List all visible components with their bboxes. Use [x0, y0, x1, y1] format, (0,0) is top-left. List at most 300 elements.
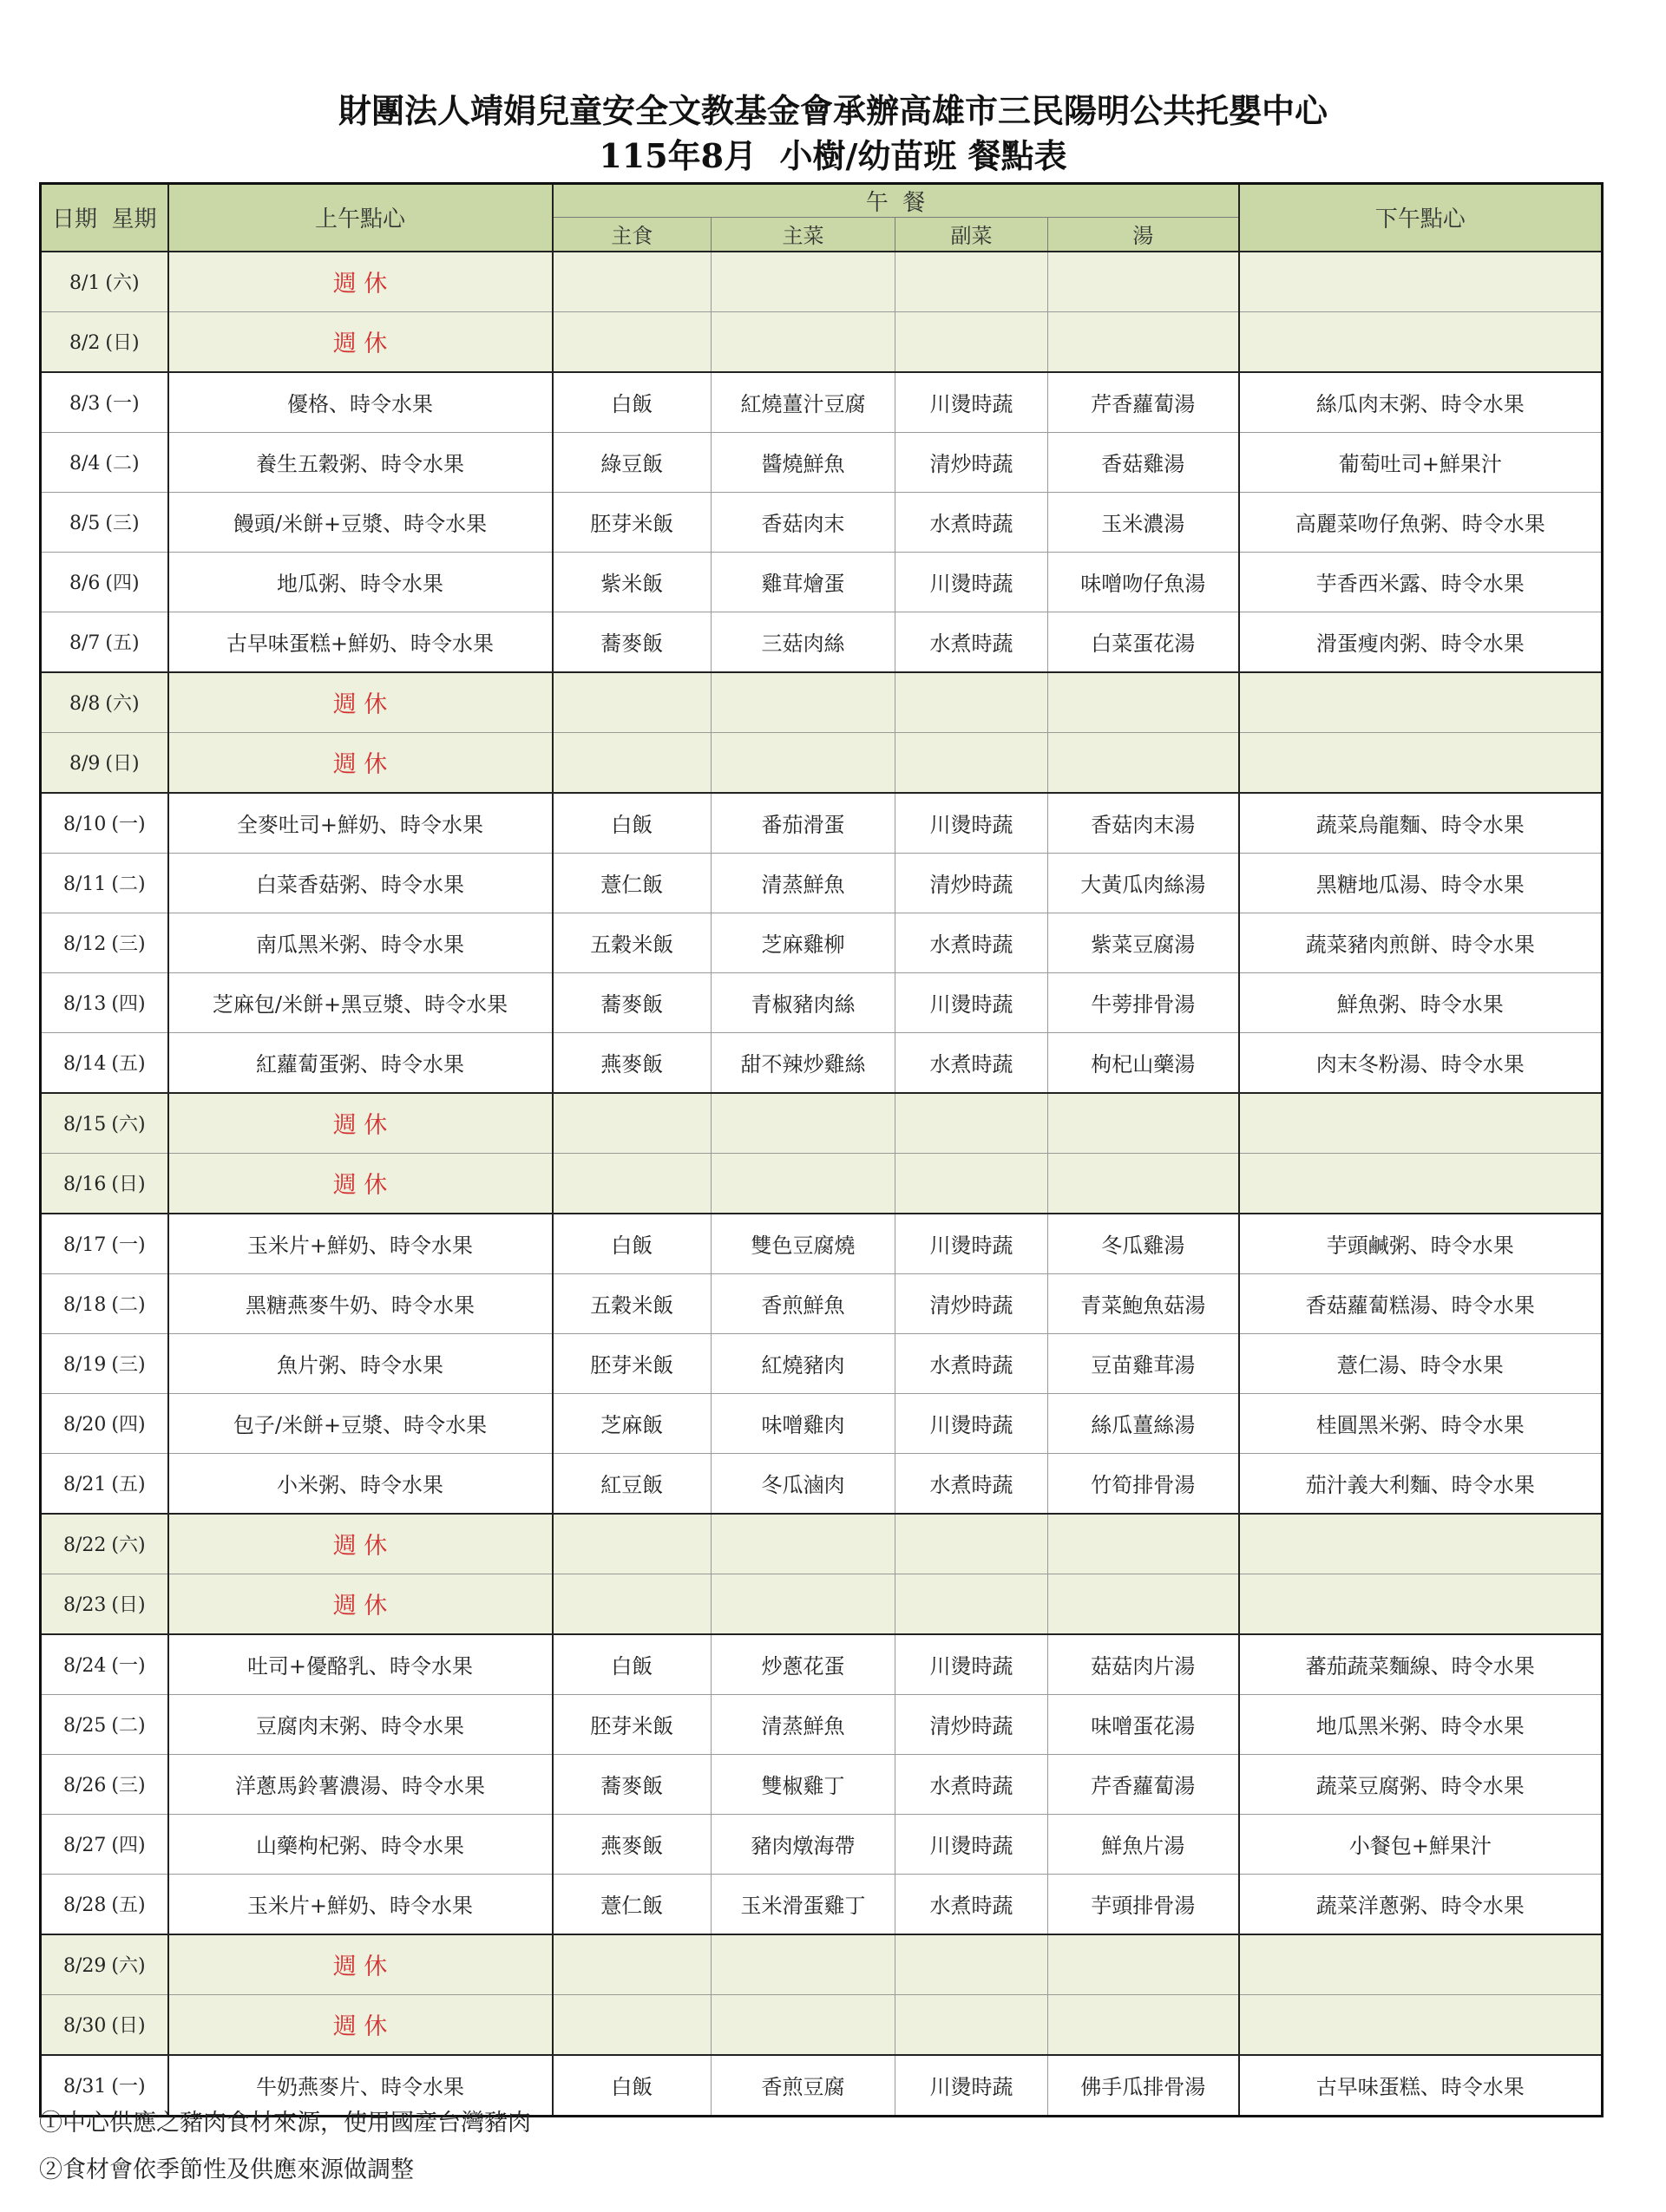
main-dish-cell — [712, 1514, 895, 1574]
morning-snack-cell: 山藥枸杞粥、時令水果 — [168, 1814, 553, 1874]
date-label: 8/7 — [69, 632, 101, 654]
side-dish-cell: 川燙時蔬 — [895, 1814, 1048, 1874]
date-label: 8/2 — [69, 332, 101, 354]
main-dish-cell — [712, 1994, 895, 2055]
menu-row-weekend — [41, 311, 1603, 372]
side-dish-cell — [895, 1574, 1048, 1634]
main-dish-cell: 芝麻雞柳 — [712, 913, 895, 972]
holiday-label: 週 休 — [168, 311, 553, 372]
date-label: 8/6 — [69, 573, 101, 594]
menu-row — [41, 1333, 1603, 1393]
menu-row — [41, 372, 1603, 433]
staple-cell — [553, 672, 712, 733]
soup-cell — [1048, 1153, 1239, 1214]
date-cell — [41, 1634, 168, 1695]
date-cell — [41, 1214, 168, 1274]
side-dish-cell: 清炒時蔬 — [895, 853, 1048, 913]
weekday-label: (三) — [111, 1775, 146, 1796]
main-dish-cell — [712, 732, 895, 793]
main-dish-cell: 甜不辣炒雞絲 — [712, 1032, 895, 1093]
morning-snack-cell: 魚片粥、時令水果 — [168, 1333, 553, 1393]
staple-cell: 紫米飯 — [553, 552, 712, 612]
side-dish-cell — [895, 732, 1048, 793]
main-dish-cell: 玉米滑蛋雞丁 — [712, 1874, 895, 1934]
menu-row-weekend — [41, 732, 1603, 793]
header-main-dish: 主菜 — [712, 218, 895, 252]
staple-cell: 白飯 — [553, 2055, 712, 2117]
afternoon-snack-cell: 小餐包+鮮果汁 — [1239, 1814, 1603, 1874]
afternoon-snack-cell: 茄汁義大利麵、時令水果 — [1239, 1453, 1603, 1514]
staple-cell: 胚芽米飯 — [553, 492, 712, 552]
date-label: 8/9 — [69, 753, 101, 775]
main-dish-cell: 雙色豆腐燒 — [712, 1214, 895, 1274]
date-label: 8/17 — [62, 1234, 107, 1256]
document-title: 財團法人靖娟兒童安全文教基金會承辦高雄市三民陽明公共托嬰中心 — [338, 91, 1328, 130]
weekday-label: (六) — [105, 693, 140, 715]
weekday-label: (三) — [111, 933, 146, 955]
weekday-label: (一) — [105, 393, 140, 415]
side-dish-cell: 川燙時蔬 — [895, 2055, 1048, 2117]
soup-cell: 鮮魚片湯 — [1048, 1814, 1239, 1874]
date-label: 8/24 — [62, 1655, 107, 1677]
menu-row — [41, 1273, 1603, 1333]
morning-snack-cell: 吐司+優酪乳、時令水果 — [168, 1634, 553, 1695]
side-dish-cell: 水煮時蔬 — [895, 1453, 1048, 1514]
morning-snack-cell: 白菜香菇粥、時令水果 — [168, 853, 553, 913]
holiday-label: 週 休 — [168, 252, 553, 312]
weekday-label: (六) — [111, 1955, 146, 1977]
side-dish-cell: 清炒時蔬 — [895, 1694, 1048, 1754]
main-dish-cell: 炒蔥花蛋 — [712, 1634, 895, 1695]
afternoon-snack-cell: 桂圓黑米粥、時令水果 — [1239, 1393, 1603, 1453]
weekday-label: (日) — [105, 332, 140, 354]
document-subtitle: 115年8月 小樹/幼苗班 餐點表 — [599, 136, 1067, 175]
main-dish-cell: 紅燒薑汁豆腐 — [712, 372, 895, 433]
side-dish-cell — [895, 1093, 1048, 1154]
date-label: 8/16 — [62, 1174, 107, 1195]
staple-cell: 燕麥飯 — [553, 1032, 712, 1093]
main-dish-cell — [712, 1153, 895, 1214]
side-dish-cell: 水煮時蔬 — [895, 913, 1048, 972]
date-label: 8/31 — [62, 2076, 107, 2097]
staple-cell — [553, 1514, 712, 1574]
main-dish-cell: 味噌雞肉 — [712, 1393, 895, 1453]
date-label: 8/23 — [62, 1594, 107, 1616]
menu-row-weekend — [41, 1093, 1603, 1154]
main-dish-cell: 香煎豆腐 — [712, 2055, 895, 2117]
weekday-label: (日) — [111, 1174, 146, 1195]
main-dish-cell: 雞茸燴蛋 — [712, 552, 895, 612]
date-cell — [41, 1333, 168, 1393]
menu-row — [41, 853, 1603, 913]
soup-cell — [1048, 1934, 1239, 1995]
afternoon-snack-cell: 芋頭鹹粥、時令水果 — [1239, 1214, 1603, 1274]
soup-cell: 香菇肉末湯 — [1048, 793, 1239, 854]
date-label: 8/27 — [62, 1835, 107, 1856]
weekday-label: (五) — [111, 1895, 146, 1916]
date-label: 8/28 — [62, 1895, 107, 1916]
soup-cell — [1048, 732, 1239, 793]
weekday-label: (一) — [111, 1655, 146, 1677]
date-cell — [41, 1153, 168, 1214]
staple-cell: 胚芽米飯 — [553, 1694, 712, 1754]
side-dish-cell: 川燙時蔬 — [895, 1214, 1048, 1274]
date-label: 8/30 — [62, 2015, 107, 2037]
main-dish-cell: 雙椒雞丁 — [712, 1754, 895, 1814]
staple-cell: 蕎麥飯 — [553, 612, 712, 672]
date-label: 8/22 — [62, 1535, 107, 1556]
soup-cell: 絲瓜薑絲湯 — [1048, 1393, 1239, 1453]
side-dish-cell: 川燙時蔬 — [895, 372, 1048, 433]
date-cell — [41, 1934, 168, 1995]
morning-snack-cell: 洋蔥馬鈴薯濃湯、時令水果 — [168, 1754, 553, 1814]
morning-snack-cell: 玉米片+鮮奶、時令水果 — [168, 1874, 553, 1934]
main-dish-cell: 三菇肉絲 — [712, 612, 895, 672]
weekday-label: (日) — [111, 2015, 146, 2037]
menu-row — [41, 552, 1603, 612]
staple-cell — [553, 311, 712, 372]
date-label: 8/25 — [62, 1715, 107, 1737]
staple-cell — [553, 1153, 712, 1214]
staple-cell — [553, 1994, 712, 2055]
menu-row — [41, 1453, 1603, 1514]
staple-cell: 胚芽米飯 — [553, 1333, 712, 1393]
afternoon-snack-cell: 黑糖地瓜湯、時令水果 — [1239, 853, 1603, 913]
staple-cell: 綠豆飯 — [553, 432, 712, 492]
afternoon-snack-cell: 蔬菜洋蔥粥、時令水果 — [1239, 1874, 1603, 1934]
menu-row — [41, 432, 1603, 492]
afternoon-snack-cell: 絲瓜肉末粥、時令水果 — [1239, 372, 1603, 433]
afternoon-snack-cell — [1239, 1093, 1603, 1154]
side-dish-cell: 清炒時蔬 — [895, 1273, 1048, 1333]
weekday-label: (四) — [105, 573, 140, 594]
side-dish-cell: 水煮時蔬 — [895, 612, 1048, 672]
staple-cell: 五穀米飯 — [553, 1273, 712, 1333]
staple-cell — [553, 1574, 712, 1634]
weekday-label: (一) — [111, 1234, 146, 1256]
soup-cell: 白菜蛋花湯 — [1048, 612, 1239, 672]
date-label: 8/19 — [62, 1354, 107, 1376]
header-date: 日期 星期 — [41, 184, 168, 252]
afternoon-snack-cell: 芋香西米露、時令水果 — [1239, 552, 1603, 612]
staple-cell: 薏仁飯 — [553, 1874, 712, 1934]
weekday-label: (六) — [105, 272, 140, 294]
afternoon-snack-cell: 肉末冬粉湯、時令水果 — [1239, 1032, 1603, 1093]
weekday-label: (四) — [111, 1835, 146, 1856]
header-soup: 湯 — [1048, 218, 1239, 252]
date-cell — [41, 1093, 168, 1154]
afternoon-snack-cell: 香菇蘿蔔糕湯、時令水果 — [1239, 1273, 1603, 1333]
main-dish-cell: 醬燒鮮魚 — [712, 432, 895, 492]
soup-cell — [1048, 1574, 1239, 1634]
holiday-label: 週 休 — [168, 732, 553, 793]
soup-cell: 芋頭排骨湯 — [1048, 1874, 1239, 1934]
menu-row-weekend — [41, 1994, 1603, 2055]
date-cell — [41, 672, 168, 733]
date-cell — [41, 311, 168, 372]
date-cell — [41, 972, 168, 1032]
menu-row-weekend — [41, 1934, 1603, 1995]
header-afternoon-snack: 下午點心 — [1239, 184, 1603, 252]
date-label: 8/14 — [62, 1053, 107, 1075]
soup-cell: 菇菇肉片湯 — [1048, 1634, 1239, 1695]
soup-cell: 芹香蘿蔔湯 — [1048, 1754, 1239, 1814]
side-dish-cell — [895, 1514, 1048, 1574]
afternoon-snack-cell: 蔬菜烏龍麵、時令水果 — [1239, 793, 1603, 854]
weekday-label: (五) — [105, 632, 140, 654]
afternoon-snack-cell — [1239, 1514, 1603, 1574]
header-staple: 主食 — [553, 218, 712, 252]
morning-snack-cell: 南瓜黑米粥、時令水果 — [168, 913, 553, 972]
soup-cell — [1048, 1994, 1239, 2055]
date-cell — [41, 732, 168, 793]
afternoon-snack-cell — [1239, 1153, 1603, 1214]
staple-cell: 芝麻飯 — [553, 1393, 712, 1453]
header-morning-snack: 上午點心 — [168, 184, 553, 252]
date-cell — [41, 1032, 168, 1093]
date-cell — [41, 1694, 168, 1754]
weekday-label: (二) — [111, 1294, 146, 1316]
soup-cell — [1048, 252, 1239, 312]
menu-row — [41, 612, 1603, 672]
date-label: 8/29 — [62, 1955, 107, 1977]
soup-cell — [1048, 311, 1239, 372]
side-dish-cell — [895, 252, 1048, 312]
side-dish-cell — [895, 1153, 1048, 1214]
afternoon-snack-cell: 鮮魚粥、時令水果 — [1239, 972, 1603, 1032]
header-lunch: 午 餐 — [553, 184, 1239, 218]
weekday-label: (日) — [111, 1594, 146, 1616]
date-label: 8/18 — [62, 1294, 107, 1316]
date-cell — [41, 1453, 168, 1514]
morning-snack-cell: 豆腐肉末粥、時令水果 — [168, 1694, 553, 1754]
afternoon-snack-cell: 滑蛋瘦肉粥、時令水果 — [1239, 612, 1603, 672]
holiday-label: 週 休 — [168, 1153, 553, 1214]
afternoon-snack-cell — [1239, 732, 1603, 793]
soup-cell: 豆苗雞茸湯 — [1048, 1333, 1239, 1393]
menu-row — [41, 1694, 1603, 1754]
date-cell — [41, 432, 168, 492]
date-label: 8/13 — [62, 993, 107, 1015]
menu-row — [41, 1814, 1603, 1874]
weekday-label: (四) — [111, 993, 146, 1015]
soup-cell: 冬瓜雞湯 — [1048, 1214, 1239, 1274]
weekday-label: (五) — [111, 1474, 146, 1495]
holiday-label: 週 休 — [168, 1934, 553, 1995]
morning-snack-cell: 全麥吐司+鮮奶、時令水果 — [168, 793, 553, 854]
afternoon-snack-cell: 薏仁湯、時令水果 — [1239, 1333, 1603, 1393]
weekday-label: (二) — [105, 453, 140, 474]
afternoon-snack-cell — [1239, 311, 1603, 372]
soup-cell: 牛蒡排骨湯 — [1048, 972, 1239, 1032]
main-dish-cell: 紅燒豬肉 — [712, 1333, 895, 1393]
side-dish-cell: 清炒時蔬 — [895, 432, 1048, 492]
date-label: 8/15 — [62, 1114, 107, 1135]
date-label: 8/21 — [62, 1474, 107, 1495]
menu-row — [41, 913, 1603, 972]
afternoon-snack-cell: 高麗菜吻仔魚粥、時令水果 — [1239, 492, 1603, 552]
date-cell — [41, 612, 168, 672]
main-dish-cell: 青椒豬肉絲 — [712, 972, 895, 1032]
side-dish-cell: 水煮時蔬 — [895, 1333, 1048, 1393]
soup-cell: 大黃瓜肉絲湯 — [1048, 853, 1239, 913]
holiday-label: 週 休 — [168, 672, 553, 733]
staple-cell: 白飯 — [553, 793, 712, 854]
date-cell — [41, 1814, 168, 1874]
menu-row — [41, 1634, 1603, 1695]
soup-cell: 芹香蘿蔔湯 — [1048, 372, 1239, 433]
afternoon-snack-cell: 古早味蛋糕、時令水果 — [1239, 2055, 1603, 2117]
morning-snack-cell: 地瓜粥、時令水果 — [168, 552, 553, 612]
side-dish-cell: 川燙時蔬 — [895, 972, 1048, 1032]
date-cell — [41, 1754, 168, 1814]
menu-row — [41, 972, 1603, 1032]
date-label: 8/5 — [69, 513, 101, 534]
main-dish-cell — [712, 1093, 895, 1154]
weekday-label: (一) — [111, 2076, 146, 2097]
date-cell — [41, 372, 168, 433]
morning-snack-cell: 小米粥、時令水果 — [168, 1453, 553, 1514]
afternoon-snack-cell — [1239, 1994, 1603, 2055]
soup-cell: 竹筍排骨湯 — [1048, 1453, 1239, 1514]
staple-cell: 薏仁飯 — [553, 853, 712, 913]
staple-cell: 蕎麥飯 — [553, 972, 712, 1032]
morning-snack-cell: 牛奶燕麥片、時令水果 — [168, 2055, 553, 2117]
date-cell — [41, 1514, 168, 1574]
side-dish-cell — [895, 1934, 1048, 1995]
weekday-label: (六) — [111, 1114, 146, 1135]
morning-snack-cell: 黑糖燕麥牛奶、時令水果 — [168, 1273, 553, 1333]
staple-cell: 蕎麥飯 — [553, 1754, 712, 1814]
footnote-seasonal-adjustment: ②食材會依季節性及供應來源做調整 — [39, 2156, 414, 2183]
main-dish-cell: 番茄滑蛋 — [712, 793, 895, 854]
date-cell — [41, 793, 168, 854]
side-dish-cell: 水煮時蔬 — [895, 1874, 1048, 1934]
menu-table — [39, 182, 1604, 2117]
main-dish-cell — [712, 1574, 895, 1634]
date-label: 8/11 — [62, 874, 107, 895]
date-label: 8/4 — [69, 453, 101, 474]
morning-snack-cell: 紅蘿蔔蛋粥、時令水果 — [168, 1032, 553, 1093]
date-label: 8/8 — [69, 693, 101, 715]
staple-cell: 五穀米飯 — [553, 913, 712, 972]
date-cell — [41, 1273, 168, 1333]
menu-row-weekend — [41, 252, 1603, 312]
date-label: 8/20 — [62, 1414, 107, 1436]
morning-snack-cell: 優格、時令水果 — [168, 372, 553, 433]
main-dish-cell: 香菇肉末 — [712, 492, 895, 552]
side-dish-cell: 川燙時蔬 — [895, 793, 1048, 854]
morning-snack-cell: 古早味蛋糕+鮮奶、時令水果 — [168, 612, 553, 672]
soup-cell — [1048, 1514, 1239, 1574]
date-label: 8/26 — [62, 1775, 107, 1796]
menu-row — [41, 492, 1603, 552]
menu-table-body — [41, 252, 1603, 2117]
afternoon-snack-cell: 地瓜黑米粥、時令水果 — [1239, 1694, 1603, 1754]
staple-cell: 白飯 — [553, 372, 712, 433]
date-cell — [41, 252, 168, 312]
date-cell — [41, 853, 168, 913]
soup-cell: 味噌吻仔魚湯 — [1048, 552, 1239, 612]
afternoon-snack-cell: 葡萄吐司+鮮果汁 — [1239, 432, 1603, 492]
main-dish-cell: 冬瓜滷肉 — [712, 1453, 895, 1514]
afternoon-snack-cell — [1239, 252, 1603, 312]
holiday-label: 週 休 — [168, 1093, 553, 1154]
soup-cell — [1048, 672, 1239, 733]
soup-cell: 枸杞山藥湯 — [1048, 1032, 1239, 1093]
staple-cell — [553, 252, 712, 312]
main-dish-cell — [712, 1934, 895, 1995]
side-dish-cell: 川燙時蔬 — [895, 552, 1048, 612]
morning-snack-cell: 玉米片+鮮奶、時令水果 — [168, 1214, 553, 1274]
main-dish-cell — [712, 252, 895, 312]
main-dish-cell: 香煎鮮魚 — [712, 1273, 895, 1333]
morning-snack-cell: 饅頭/米餅+豆漿、時令水果 — [168, 492, 553, 552]
menu-row — [41, 1214, 1603, 1274]
staple-cell — [553, 732, 712, 793]
weekday-label: (三) — [111, 1354, 146, 1376]
staple-cell — [553, 1093, 712, 1154]
afternoon-snack-cell: 蔬菜豆腐粥、時令水果 — [1239, 1754, 1603, 1814]
staple-cell: 紅豆飯 — [553, 1453, 712, 1514]
holiday-label: 週 休 — [168, 1994, 553, 2055]
date-cell — [41, 913, 168, 972]
staple-cell: 燕麥飯 — [553, 1814, 712, 1874]
main-dish-cell: 清蒸鮮魚 — [712, 853, 895, 913]
date-cell — [41, 1994, 168, 2055]
holiday-label: 週 休 — [168, 1574, 553, 1634]
morning-snack-cell: 養生五穀粥、時令水果 — [168, 432, 553, 492]
soup-cell: 佛手瓜排骨湯 — [1048, 2055, 1239, 2117]
side-dish-cell: 水煮時蔬 — [895, 492, 1048, 552]
main-dish-cell: 豬肉燉海帶 — [712, 1814, 895, 1874]
menu-row-weekend — [41, 1153, 1603, 1214]
side-dish-cell: 川燙時蔬 — [895, 1634, 1048, 1695]
weekday-label: (三) — [105, 513, 140, 534]
soup-cell: 玉米濃湯 — [1048, 492, 1239, 552]
side-dish-cell: 川燙時蔬 — [895, 1393, 1048, 1453]
morning-snack-cell: 包子/米餅+豆漿、時令水果 — [168, 1393, 553, 1453]
afternoon-snack-cell — [1239, 1574, 1603, 1634]
holiday-label: 週 休 — [168, 1514, 553, 1574]
date-cell — [41, 1874, 168, 1934]
date-label: 8/3 — [69, 393, 101, 415]
side-dish-cell — [895, 1994, 1048, 2055]
soup-cell: 紫菜豆腐湯 — [1048, 913, 1239, 972]
header-side-dish: 副菜 — [895, 218, 1048, 252]
weekday-label: (二) — [111, 874, 146, 895]
side-dish-cell: 水煮時蔬 — [895, 1032, 1048, 1093]
main-dish-cell: 清蒸鮮魚 — [712, 1694, 895, 1754]
weekday-label: (五) — [111, 1053, 146, 1075]
afternoon-snack-cell: 蕃茄蔬菜麵線、時令水果 — [1239, 1634, 1603, 1695]
date-cell — [41, 1393, 168, 1453]
weekday-label: (二) — [111, 1715, 146, 1737]
date-cell — [41, 492, 168, 552]
afternoon-snack-cell — [1239, 1934, 1603, 1995]
main-dish-cell — [712, 672, 895, 733]
morning-snack-cell: 芝麻包/米餅+黑豆漿、時令水果 — [168, 972, 553, 1032]
side-dish-cell: 水煮時蔬 — [895, 1754, 1048, 1814]
date-cell — [41, 552, 168, 612]
weekday-label: (日) — [105, 753, 140, 775]
staple-cell: 白飯 — [553, 1214, 712, 1274]
weekday-label: (一) — [111, 814, 146, 835]
main-dish-cell — [712, 311, 895, 372]
afternoon-snack-cell — [1239, 672, 1603, 733]
date-cell — [41, 1574, 168, 1634]
weekday-label: (四) — [111, 1414, 146, 1436]
